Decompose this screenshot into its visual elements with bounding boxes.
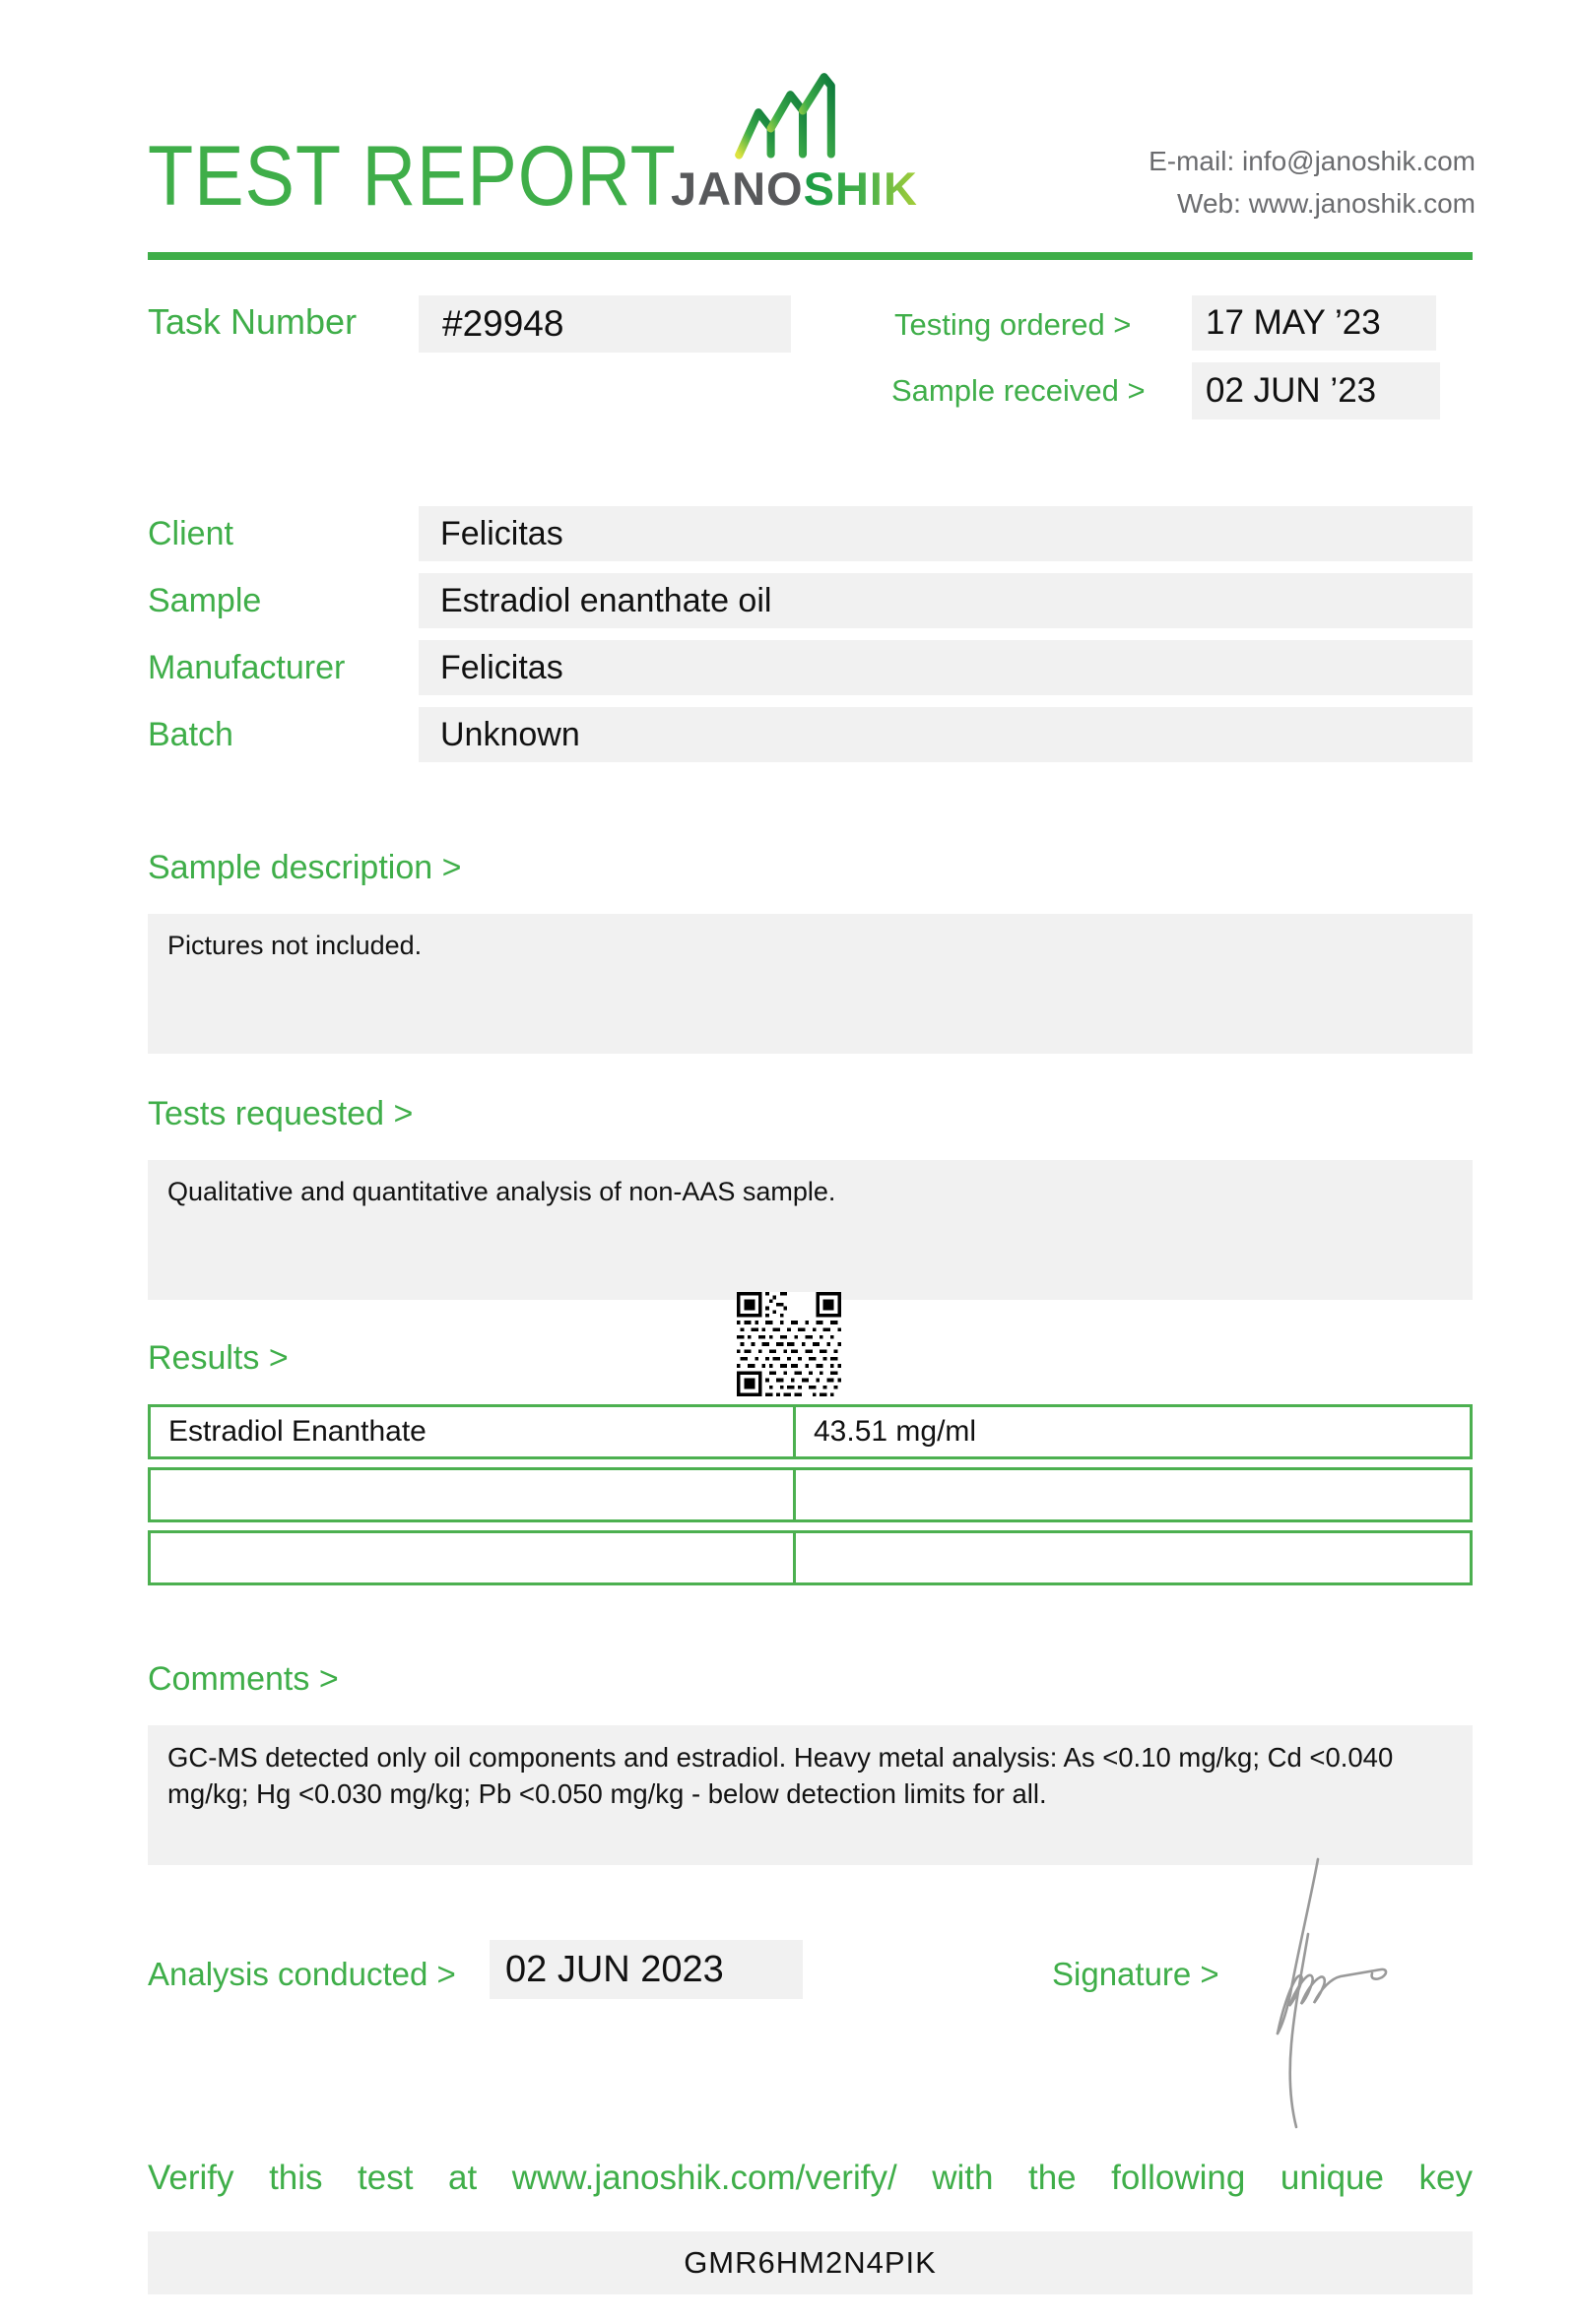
results-row xyxy=(148,1530,1473,1585)
verify-key: GMR6HM2N4PIK xyxy=(148,2231,1473,2294)
results-heading: Results > xyxy=(148,1339,289,1377)
batch-value: Unknown xyxy=(419,707,1473,762)
contact-info xyxy=(1149,140,1476,226)
client-label: Client xyxy=(148,515,233,552)
client-value: Felicitas xyxy=(419,506,1473,561)
results-table xyxy=(148,1404,1473,1593)
analysis-conducted-date: 02 JUN 2023 xyxy=(490,1940,803,1999)
web-value: www.janoshik.com xyxy=(1248,188,1476,220)
result-analyte xyxy=(151,1533,796,1582)
signature-label: Signature > xyxy=(1052,1956,1219,1992)
result-value: 43.51 mg/ml xyxy=(814,1415,977,1448)
chart-peaks-icon xyxy=(732,69,838,160)
sample-label: Sample xyxy=(148,582,262,619)
testing-ordered-label: Testing ordered > xyxy=(894,307,1132,342)
contact-web-line xyxy=(1149,182,1476,225)
sample-value: Estradiol enanthate oil xyxy=(419,573,1473,628)
task-number-label: Task Number xyxy=(148,301,358,342)
qr-code-icon xyxy=(737,1292,841,1396)
result-analyte xyxy=(151,1470,796,1519)
verify-instruction: Verify this test at www.janoshik.com/verify/ with the following unique key xyxy=(148,2159,1473,2197)
tests-requested-box: Qualitative and quantitative analysis of non-AAS sample. xyxy=(148,1160,1473,1300)
comments-box: GC-MS detected only oil components and estradiol. Heavy metal analysis: As <0.10 mg/kg; Cd <0.040 mg/kg; Hg <0.030 mg/kg; Pb <0.050 mg/kg - below detection limits for all. xyxy=(148,1725,1473,1865)
sample-description-box: Pictures not included. xyxy=(148,914,1473,1054)
tests-requested-heading: Tests requested > xyxy=(148,1095,414,1132)
signature-icon xyxy=(1231,1830,1438,2135)
web-label: Web: xyxy=(1177,188,1241,220)
manufacturer-value: Felicitas xyxy=(419,640,1473,695)
sample-received-value: 02 JUN ’23 xyxy=(1192,362,1440,420)
logo-wordmark xyxy=(671,162,918,215)
task-number-value: #29948 xyxy=(419,295,791,353)
email-label: E-mail: xyxy=(1149,146,1235,176)
sample-description-heading: Sample description > xyxy=(148,849,462,886)
result-value xyxy=(796,1533,1470,1582)
janoshik-logo xyxy=(671,69,918,215)
testing-ordered-value: 17 MAY ’23 xyxy=(1192,295,1436,351)
logo-text-shik: SHIK xyxy=(803,162,918,215)
logo-text-jano: JANO xyxy=(671,162,804,215)
sample-received-label: Sample received > xyxy=(891,373,1146,408)
contact-email-line xyxy=(1149,140,1476,182)
analysis-conducted-label: Analysis conducted > xyxy=(148,1956,456,1992)
results-row xyxy=(148,1404,1473,1459)
manufacturer-label: Manufacturer xyxy=(148,649,346,686)
result-analyte: Estradiol Enanthate xyxy=(151,1407,796,1456)
result-value xyxy=(796,1470,1470,1519)
results-row xyxy=(148,1467,1473,1522)
header-divider xyxy=(148,252,1473,260)
page-title: TEST REPORT xyxy=(148,129,677,224)
comments-heading: Comments > xyxy=(148,1660,339,1698)
batch-label: Batch xyxy=(148,716,233,753)
email-value: info@janoshik.com xyxy=(1242,146,1476,176)
